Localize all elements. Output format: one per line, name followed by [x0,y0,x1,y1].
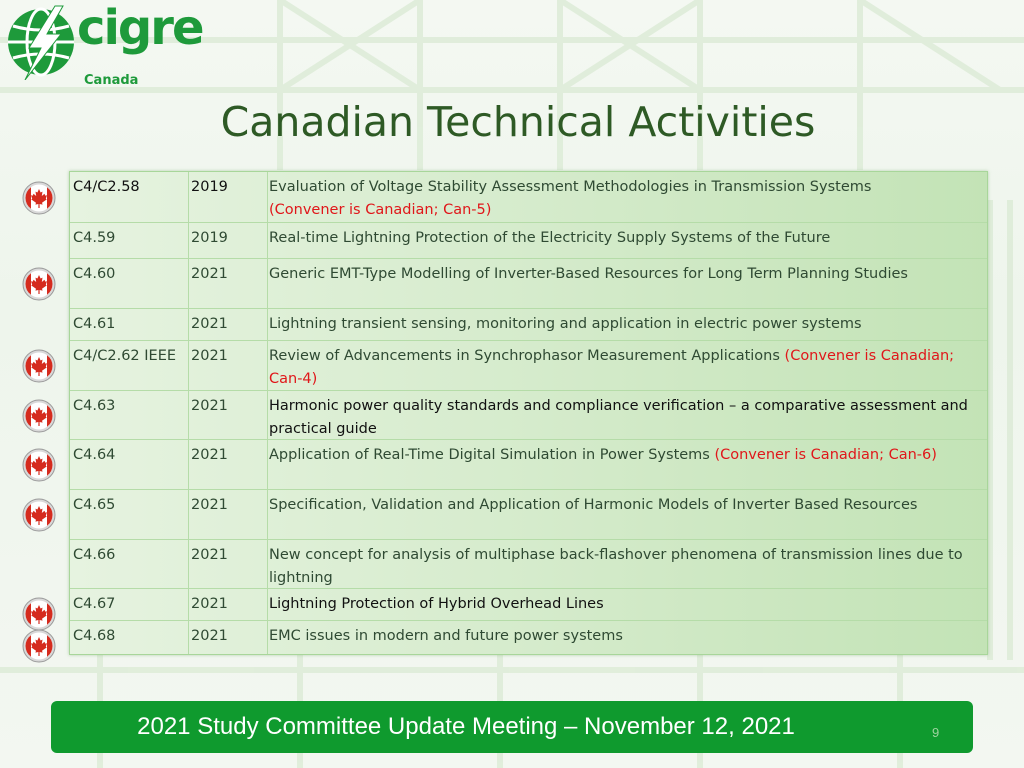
canada-flag-icon [22,597,56,631]
wg-description [269,263,985,286]
footer-bar [51,701,973,753]
slide-title: Canadian Technical Activities [220,98,816,146]
column-divider [188,621,189,654]
wg-title: Application of Real-Time Digital Simulation in Power Systems [269,447,710,463]
column-divider [267,309,268,340]
wg-title: Lightning transient sensing, monitoring and application in electric power systems [269,316,862,332]
wg-code: C4.64 [73,447,116,463]
wg-year: 2021 [191,596,228,612]
column-divider [188,391,189,439]
table-row [70,588,987,620]
column-divider [267,341,268,390]
wg-title: Harmonic power quality standards and compliance verification – a comparative assessment and practical guide [269,398,968,437]
column-divider [267,223,268,258]
cigre-canada-logo [5,0,205,88]
wg-title: Review of Advancements in Synchrophasor Measurement Applications [269,348,780,364]
wg-description [269,345,985,391]
table-row [70,390,987,439]
table-row [70,620,987,654]
wg-title: Lightning Protection of Hybrid Overhead Lines [269,596,604,612]
wg-description [269,227,985,250]
table-row [70,258,987,308]
wg-year: 2021 [191,547,228,563]
wg-description [269,395,985,441]
wg-code: C4/C2.62 IEEE [73,348,177,364]
wg-year: 2021 [191,628,228,644]
convener-note: (Convener is Canadian; Can-6) [714,447,937,463]
column-divider [267,391,268,439]
column-divider [188,223,189,258]
column-divider [267,490,268,539]
wg-title: New concept for analysis of multiphase back-flashover phenomena of transmission lines due to lightning [269,547,963,586]
convener-note: (Convener is Canadian; Can-4) [269,348,955,387]
canada-flag-icon [22,399,56,433]
wg-year: 2021 [191,497,228,513]
wg-description [269,176,985,222]
globe-lightning-icon [5,4,81,80]
wg-description [269,625,985,648]
table-row [70,172,987,222]
wg-title: Generic EMT-Type Modelling of Inverter-Based Resources for Long Term Planning Studies [269,266,908,282]
table-row [70,340,987,390]
page-number: 9 [932,725,940,740]
table-row [70,489,987,539]
table-row [70,539,987,588]
column-divider [188,259,189,308]
wg-title: EMC issues in modern and future power systems [269,628,623,644]
activities-table [69,171,988,655]
wg-year: 2019 [191,179,228,195]
wg-title: Real-time Lightning Protection of the Electricity Supply Systems of the Future [269,230,831,246]
logo-wordmark: cigre [77,0,203,56]
canada-flag-icon [22,267,56,301]
wg-year: 2021 [191,348,228,364]
footer-text: 2021 Study Committee Update Meeting – November 12, 2021 [137,713,795,740]
column-divider [188,490,189,539]
column-divider [188,440,189,489]
wg-code: C4.67 [73,596,116,612]
table-row [70,439,987,489]
column-divider [188,540,189,588]
canada-flag-icon [22,448,56,482]
column-divider [188,309,189,340]
wg-description [269,544,985,590]
wg-description [269,593,985,616]
column-divider [188,172,189,222]
logo-subtitle: Canada [84,73,139,88]
wg-code: C4.66 [73,547,116,563]
wg-year: 2019 [191,230,228,246]
wg-code: C4.65 [73,497,116,513]
canada-flag-icon [22,498,56,532]
canada-flag-icon [22,629,56,663]
column-divider [188,589,189,620]
convener-note: (Convener is Canadian; Can-5) [269,202,492,218]
wg-code: C4.59 [73,230,116,246]
wg-code: C4.68 [73,628,116,644]
column-divider [267,259,268,308]
wg-title: Evaluation of Voltage Stability Assessment Methodologies in Transmission Systems [269,179,872,195]
column-divider [267,589,268,620]
table-row [70,222,987,258]
table-row [70,308,987,340]
wg-year: 2021 [191,316,228,332]
wg-code: C4.60 [73,266,116,282]
wg-description [269,313,985,336]
column-divider [267,440,268,489]
wg-title: Specification, Validation and Application of Harmonic Models of Inverter Based Resources [269,497,918,513]
canada-flag-icon [22,349,56,383]
column-divider [188,341,189,390]
column-divider [267,621,268,654]
canada-flag-icon [22,181,56,215]
wg-year: 2021 [191,398,228,414]
wg-code: C4.63 [73,398,116,414]
wg-year: 2021 [191,447,228,463]
wg-description [269,444,985,467]
column-divider [267,540,268,588]
wg-code: C4/C2.58 [73,179,140,195]
wg-year: 2021 [191,266,228,282]
wg-code: C4.61 [73,316,116,332]
column-divider [267,172,268,222]
wg-description [269,494,985,517]
